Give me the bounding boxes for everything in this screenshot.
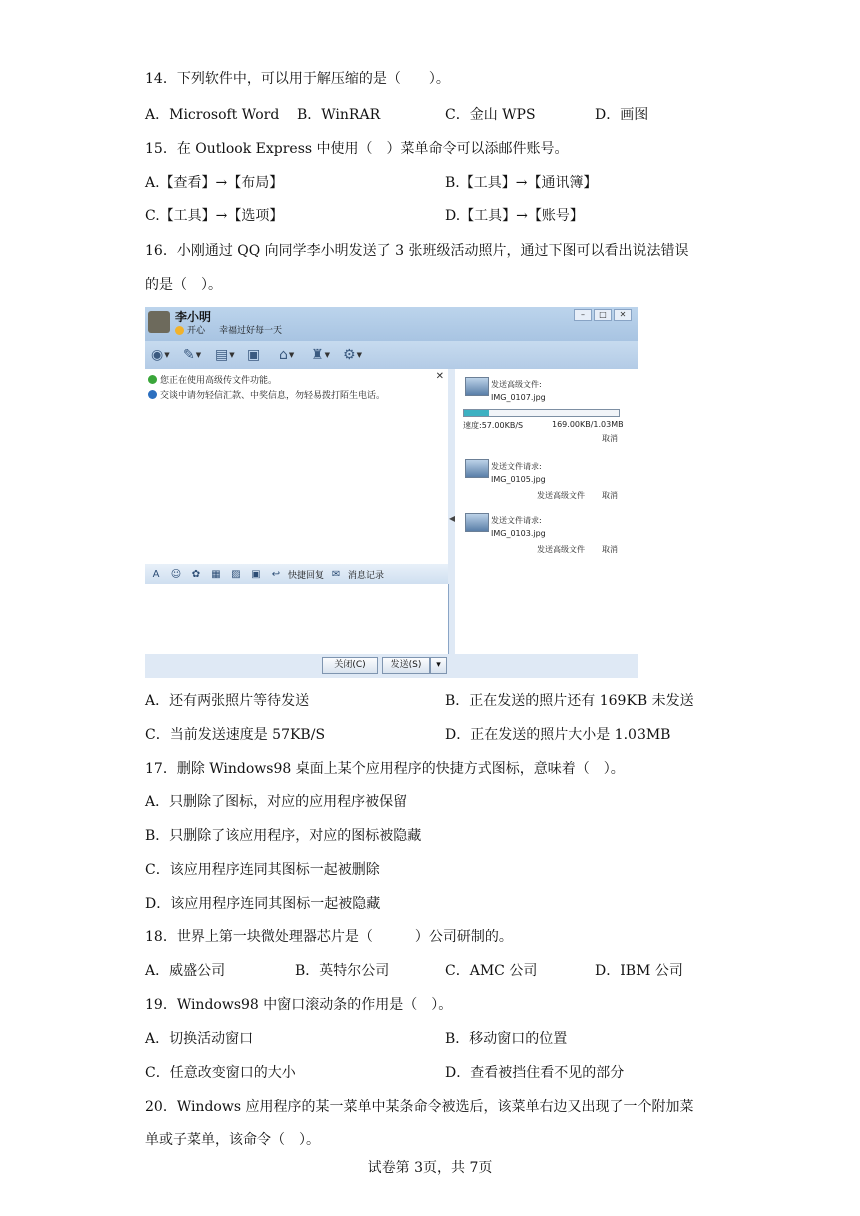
message-input-area[interactable] [145,584,449,654]
page-footer: 试卷第 3页，共 7页 [367,1160,493,1176]
transfer-1-title: 发送高级文件: [491,380,542,389]
transfer-1-filename: IMG_0107.jpg [491,393,546,402]
input-toolbar [145,564,448,584]
check-icon [148,375,157,384]
question-17-option-c: C．该应用程序连同其图标一起被删除 [145,862,380,878]
qq-toolbar [145,341,638,369]
transfer-2-cancel-link[interactable]: 取消 [602,491,618,500]
file-transfer-pane [455,369,638,654]
question-16-stem-line-2: 的是（ ）。 [145,277,222,293]
question-18-option-a: A．威盛公司 [145,963,226,979]
close-notice-icon[interactable]: ✕ [435,371,444,382]
transfer-3-filename: IMG_0103.jpg [491,529,546,538]
question-20-stem-line-2: 单或子菜单，该命令（ ）。 [145,1132,320,1148]
advanced-file-notice: 您正在使用高级传文件功能。 [148,373,277,386]
question-19-option-d: D．查看被挡住看不见的部分 [445,1065,625,1081]
status-icon [175,326,184,335]
question-15-option-b: B.【工具】→【通讯簿】 [445,175,598,191]
question-14-option-d: D．画图 [595,107,649,123]
transfer-3-send-advanced-link[interactable]: 发送高级文件 [537,545,585,554]
question-18-option-d: D．IBM 公司 [595,963,683,979]
question-19-option-a: A．切换活动窗口 [145,1031,254,1047]
transfer-2-title: 发送文件请求: [491,462,542,471]
question-16-option-d: D．正在发送的照片大小是 1.03MB [445,727,671,743]
question-19-option-b: B．移动窗口的位置 [445,1031,568,1047]
question-19-option-c: C．任意改变窗口的大小 [145,1065,296,1081]
message-log-icon[interactable]: ✉ [331,568,341,580]
qq-title-bar [145,307,638,341]
quick-reply-icon[interactable]: ↩ [271,568,281,580]
question-15-option-d: D.【工具】→【账号】 [445,208,584,224]
send-file-icon[interactable]: ▤ ▼ [215,347,235,363]
create-discussion-icon[interactable]: ▣ [247,347,261,363]
contact-signature: 幸福过好每一天 [219,326,283,336]
image-file-icon [465,459,489,478]
question-16-stem-line-1: 16．小刚通过 QQ 向同学李小明发送了 3 张班级活动照片，通过下图可以看出说法错误 [145,243,689,259]
screenshot-icon[interactable]: ▦ [211,568,221,580]
magic-emoji-icon[interactable]: ✿ [191,568,201,580]
close-window-icon[interactable]: ✕ [614,309,632,321]
contact-name: 李小明 [175,310,212,324]
font-icon[interactable]: A [152,568,160,580]
emoji-icon[interactable]: ☺ [170,568,182,580]
question-20-stem-line-1: 20．Windows 应用程序的某一菜单中某条命令被选后，该菜单右边又出现了一个附加菜 [145,1099,694,1115]
info-icon [148,390,157,399]
transfer-1-progress-bar [463,409,620,417]
question-18-option-c: C．AMC 公司 [445,963,538,979]
question-14-option-c: C．金山 WPS [445,107,536,123]
transfer-1-cancel-link[interactable]: 取消 [602,434,618,443]
transfer-1-size: 169.00KB/1.03MB [552,420,624,429]
safety-notice: 交谈中请勿轻信汇款、中奖信息，勿轻易拨打陌生电话。 [148,388,385,401]
contact-status: 开心 [187,326,206,336]
question-18-stem: 18．世界上第一块微处理器芯片是（ ）公司研制的。 [145,929,513,945]
transfer-2-filename: IMG_0105.jpg [491,475,546,484]
qq-chat-window-figure [145,307,638,678]
gift-icon[interactable]: ▣ [251,568,261,580]
minimize-icon[interactable]: – [574,309,592,321]
question-15-option-c: C.【工具】→【选项】 [145,208,284,224]
question-16-option-c: C．当前发送速度是 57KB/S [145,727,326,743]
question-14-option-a: A．Microsoft Word [145,107,280,123]
question-19-stem: 19．Windows98 中窗口滚动条的作用是（ ）。 [145,997,453,1013]
chat-history-pane [145,369,449,564]
transfer-1-speed: 速度:57.00KB/S [463,421,524,430]
collapse-arrow-icon[interactable]: ◀ [449,514,456,523]
remote-assist-icon[interactable]: ⌂ ▼ [279,347,295,363]
send-options-dropdown-icon[interactable]: ▾ [430,657,447,674]
send-button[interactable]: 发送(S) [382,657,430,674]
voice-call-icon[interactable]: ✎ ▼ [183,347,202,363]
close-button[interactable]: 关闭(C) [322,657,378,674]
bottom-button-bar [145,654,638,678]
image-file-icon [465,513,489,532]
video-call-icon[interactable]: ◉ ▼ [151,347,170,363]
transfer-2-send-advanced-link[interactable]: 发送高级文件 [537,491,585,500]
question-17-option-b: B．只删除了该应用程序，对应的图标被隐藏 [145,828,422,844]
question-18-option-b: B．英特尔公司 [295,963,390,979]
question-14-stem: 14．下列软件中，可以用于解压缩的是（ ）。 [145,71,450,87]
apps-icon[interactable]: ♜ ▼ [311,347,330,363]
question-16-option-a: A．还有两张照片等待发送 [145,693,310,709]
transfer-3-title: 发送文件请求: [491,516,542,525]
question-17-stem: 17．删除 Windows98 桌面上某个应用程序的快捷方式图标，意味着（ ）。 [145,761,625,777]
question-15-option-a: A.【查看】→【布局】 [145,175,284,191]
question-17-option-d: D．该应用程序连同其图标一起被隐藏 [145,896,381,912]
quick-reply-button[interactable]: 快捷回复 [288,570,325,581]
avatar [148,311,170,333]
transfer-3-cancel-link[interactable]: 取消 [602,545,618,554]
question-14-option-b: B．WinRAR [297,107,381,123]
question-17-option-a: A．只删除了图标，对应的应用程序被保留 [145,794,408,810]
question-16-option-b: B．正在发送的照片还有 169KB 未发送 [445,693,694,709]
more-options-icon[interactable]: ⚙ ▼ [343,347,362,363]
question-15-stem: 15．在 Outlook Express 中使用（ ）菜单命令可以添邮件账号。 [145,141,569,157]
message-log-button[interactable]: 消息记录 [348,570,385,581]
maximize-icon[interactable]: □ [594,309,612,321]
image-file-icon [465,377,489,396]
image-icon[interactable]: ▨ [231,568,241,580]
pane-splitter[interactable] [448,369,455,654]
